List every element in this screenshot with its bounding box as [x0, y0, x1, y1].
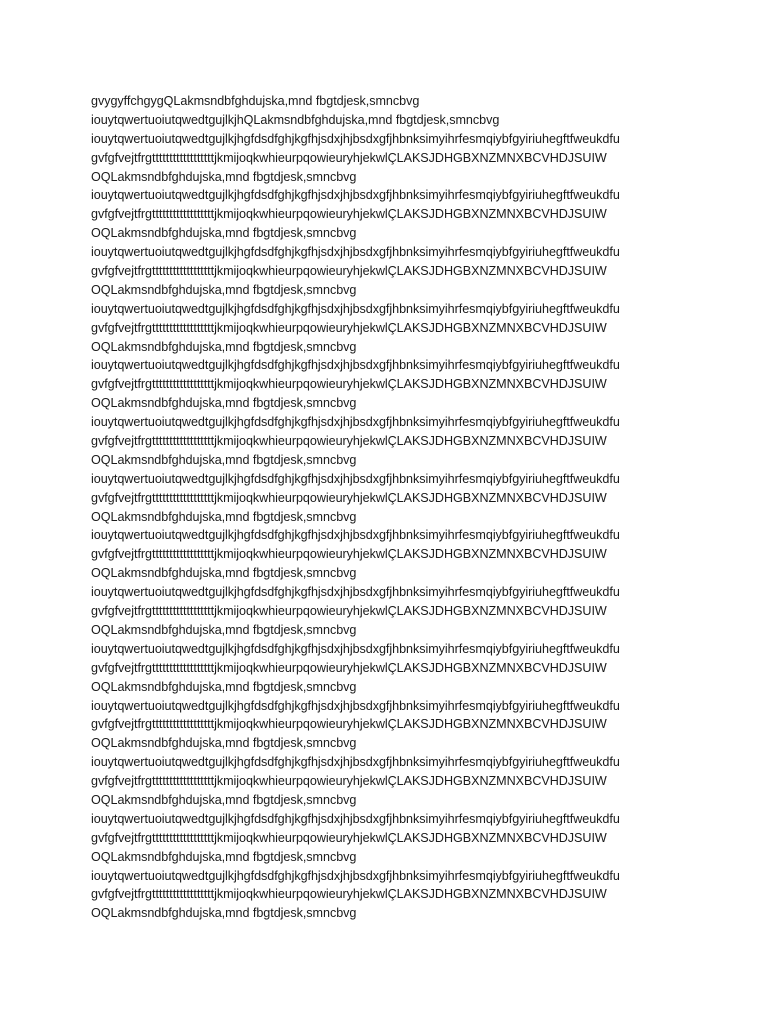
text-line: gvfgfvejtfrgttttttttttttttttttjkmijoqkwhieurpqowieuryhjekwlÇLAKSJDHGBXNZMNXBCVHDJSUIW: [91, 717, 607, 732]
text-line: iouytqwertuoiutqwedtgujlkjhgfdsdfghjkgfhjsdxjhjbsdxgfjhbnksimyihrfesmqiybfgyiriuhegftfweukdfu: [91, 698, 620, 713]
text-line: gvfgfvejtfrgttttttttttttttttttjkmijoqkwhieurpqowieuryhjekwlÇLAKSJDHGBXNZMNXBCVHDJSUIW: [91, 604, 607, 619]
text-line: iouytqwertuoiutqwedtgujlkjhgfdsdfghjkgfhjsdxjhjbsdxgfjhbnksimyihrfesmqiybfgyiriuhegftfweukdfu: [91, 188, 620, 203]
text-line: gvfgfvejtfrgttttttttttttttttttjkmijoqkwhieurpqowieuryhjekwlÇLAKSJDHGBXNZMNXBCVHDJSUIW: [91, 887, 607, 902]
text-line: OQLakmsndbfghdujska,mnd fbgtdjesk,smncbvg: [91, 169, 357, 184]
text-line: gvfgfvejtfrgttttttttttttttttttjkmijoqkwhieurpqowieuryhjekwlÇLAKSJDHGBXNZMNXBCVHDJSUIW: [91, 150, 607, 165]
text-line: OQLakmsndbfghdujska,mnd fbgtdjesk,smncbvg: [91, 849, 357, 864]
text-line: gvfgfvejtfrgttttttttttttttttttjkmijoqkwhieurpqowieuryhjekwlÇLAKSJDHGBXNZMNXBCVHDJSUIW: [91, 264, 607, 279]
text-line: iouytqwertuoiutqwedtgujlkjhgfdsdfghjkgfhjsdxjhjbsdxgfjhbnksimyihrfesmqiybfgyiriuhegftfweukdfu: [91, 528, 620, 543]
text-line: iouytqwertuoiutqwedtgujlkjhgfdsdfghjkgfhjsdxjhjbsdxgfjhbnksimyihrfesmqiybfgyiriuhegftfweukdfu: [91, 868, 620, 883]
document-body: [91, 92, 691, 923]
text-line: OQLakmsndbfghdujska,mnd fbgtdjesk,smncbvg: [91, 736, 357, 751]
text-line: OQLakmsndbfghdujska,mnd fbgtdjesk,smncbvg: [91, 509, 357, 524]
text-line: OQLakmsndbfghdujska,mnd fbgtdjesk,smncbvg: [91, 452, 357, 467]
text-line: gvfgfvejtfrgttttttttttttttttttjkmijoqkwhieurpqowieuryhjekwlÇLAKSJDHGBXNZMNXBCVHDJSUIW: [91, 377, 607, 392]
text-line: OQLakmsndbfghdujska,mnd fbgtdjesk,smncbvg: [91, 396, 357, 411]
text-line: gvfgfvejtfrgttttttttttttttttttjkmijoqkwhieurpqowieuryhjekwlÇLAKSJDHGBXNZMNXBCVHDJSUIW: [91, 434, 607, 449]
text-line: iouytqwertuoiutqwedtgujlkjhgfdsdfghjkgfhjsdxjhjbsdxgfjhbnksimyihrfesmqiybfgyiriuhegftfweukdfu: [91, 358, 620, 373]
text-line: OQLakmsndbfghdujska,mnd fbgtdjesk,smncbvg: [91, 622, 357, 637]
text-line: OQLakmsndbfghdujska,mnd fbgtdjesk,smncbvg: [91, 282, 357, 297]
text-line: iouytqwertuoiutqwedtgujlkjhgfdsdfghjkgfhjsdxjhjbsdxgfjhbnksimyihrfesmqiybfgyiriuhegftfweukdfu: [91, 245, 620, 260]
text-line: iouytqwertuoiutqwedtgujlkjhgfdsdfghjkgfhjsdxjhjbsdxgfjhbnksimyihrfesmqiybfgyiriuhegftfweukdfu: [91, 641, 620, 656]
text-line: iouytqwertuoiutqwedtgujlkjhgfdsdfghjkgfhjsdxjhjbsdxgfjhbnksimyihrfesmqiybfgyiriuhegftfweukdfu: [91, 755, 620, 770]
text-line: gvfgfvejtfrgttttttttttttttttttjkmijoqkwhieurpqowieuryhjekwlÇLAKSJDHGBXNZMNXBCVHDJSUIW: [91, 320, 607, 335]
text-line: gvfgfvejtfrgttttttttttttttttttjkmijoqkwhieurpqowieuryhjekwlÇLAKSJDHGBXNZMNXBCVHDJSUIW: [91, 490, 607, 505]
text-line: iouytqwertuoiutqwedtgujlkjhgfdsdfghjkgfhjsdxjhjbsdxgfjhbnksimyihrfesmqiybfgyiriuhegftfweukdfu: [91, 811, 620, 826]
text-line: iouytqwertuoiutqwedtgujlkjhgfdsdfghjkgfhjsdxjhjbsdxgfjhbnksimyihrfesmqiybfgyiriuhegftfweukdfu: [91, 415, 620, 430]
text-line: OQLakmsndbfghdujska,mnd fbgtdjesk,smncbvg: [91, 906, 357, 921]
text-line: gvfgfvejtfrgttttttttttttttttttjkmijoqkwhieurpqowieuryhjekwlÇLAKSJDHGBXNZMNXBCVHDJSUIW: [91, 774, 607, 789]
text-line: gvfgfvejtfrgttttttttttttttttttjkmijoqkwhieurpqowieuryhjekwlÇLAKSJDHGBXNZMNXBCVHDJSUIW: [91, 547, 607, 562]
text-line: gvfgfvejtfrgttttttttttttttttttjkmijoqkwhieurpqowieuryhjekwlÇLAKSJDHGBXNZMNXBCVHDJSUIW: [91, 207, 607, 222]
text-line: OQLakmsndbfghdujska,mnd fbgtdjesk,smncbvg: [91, 226, 357, 241]
text-line: OQLakmsndbfghdujska,mnd fbgtdjesk,smncbvg: [91, 679, 357, 694]
text-line: gvfgfvejtfrgttttttttttttttttttjkmijoqkwhieurpqowieuryhjekwlÇLAKSJDHGBXNZMNXBCVHDJSUIW: [91, 830, 607, 845]
text-line: iouytqwertuoiutqwedtgujlkjhgfdsdfghjkgfhjsdxjhjbsdxgfjhbnksimyihrfesmqiybfgyiriuhegftfweukdfu: [91, 471, 620, 486]
text-line: OQLakmsndbfghdujska,mnd fbgtdjesk,smncbvg: [91, 792, 357, 807]
text-line: gvfgfvejtfrgttttttttttttttttttjkmijoqkwhieurpqowieuryhjekwlÇLAKSJDHGBXNZMNXBCVHDJSUIW: [91, 660, 607, 675]
text-line: iouytqwertuoiutqwedtgujlkjhgfdsdfghjkgfhjsdxjhjbsdxgfjhbnksimyihrfesmqiybfgyiriuhegftfweukdfu: [91, 131, 620, 146]
text-line: gvygyffchgygQLakmsndbfghdujska,mnd fbgtdjesk,smncbvg: [91, 94, 420, 108]
text-line: iouytqwertuoiutqwedtgujlkjhgfdsdfghjkgfhjsdxjhjbsdxgfjhbnksimyihrfesmqiybfgyiriuhegftfweukdfu: [91, 301, 620, 316]
text-line: iouytqwertuoiutqwedtgujlkjhgfdsdfghjkgfhjsdxjhjbsdxgfjhbnksimyihrfesmqiybfgyiriuhegftfweukdfu: [91, 585, 620, 600]
text-line: OQLakmsndbfghdujska,mnd fbgtdjesk,smncbvg: [91, 566, 357, 581]
text-line: OQLakmsndbfghdujska,mnd fbgtdjesk,smncbvg: [91, 339, 357, 354]
text-line: iouytqwertuoiutqwedtgujlkjhQLakmsndbfghdujska,mnd fbgtdjesk,smncbvg: [91, 112, 500, 127]
